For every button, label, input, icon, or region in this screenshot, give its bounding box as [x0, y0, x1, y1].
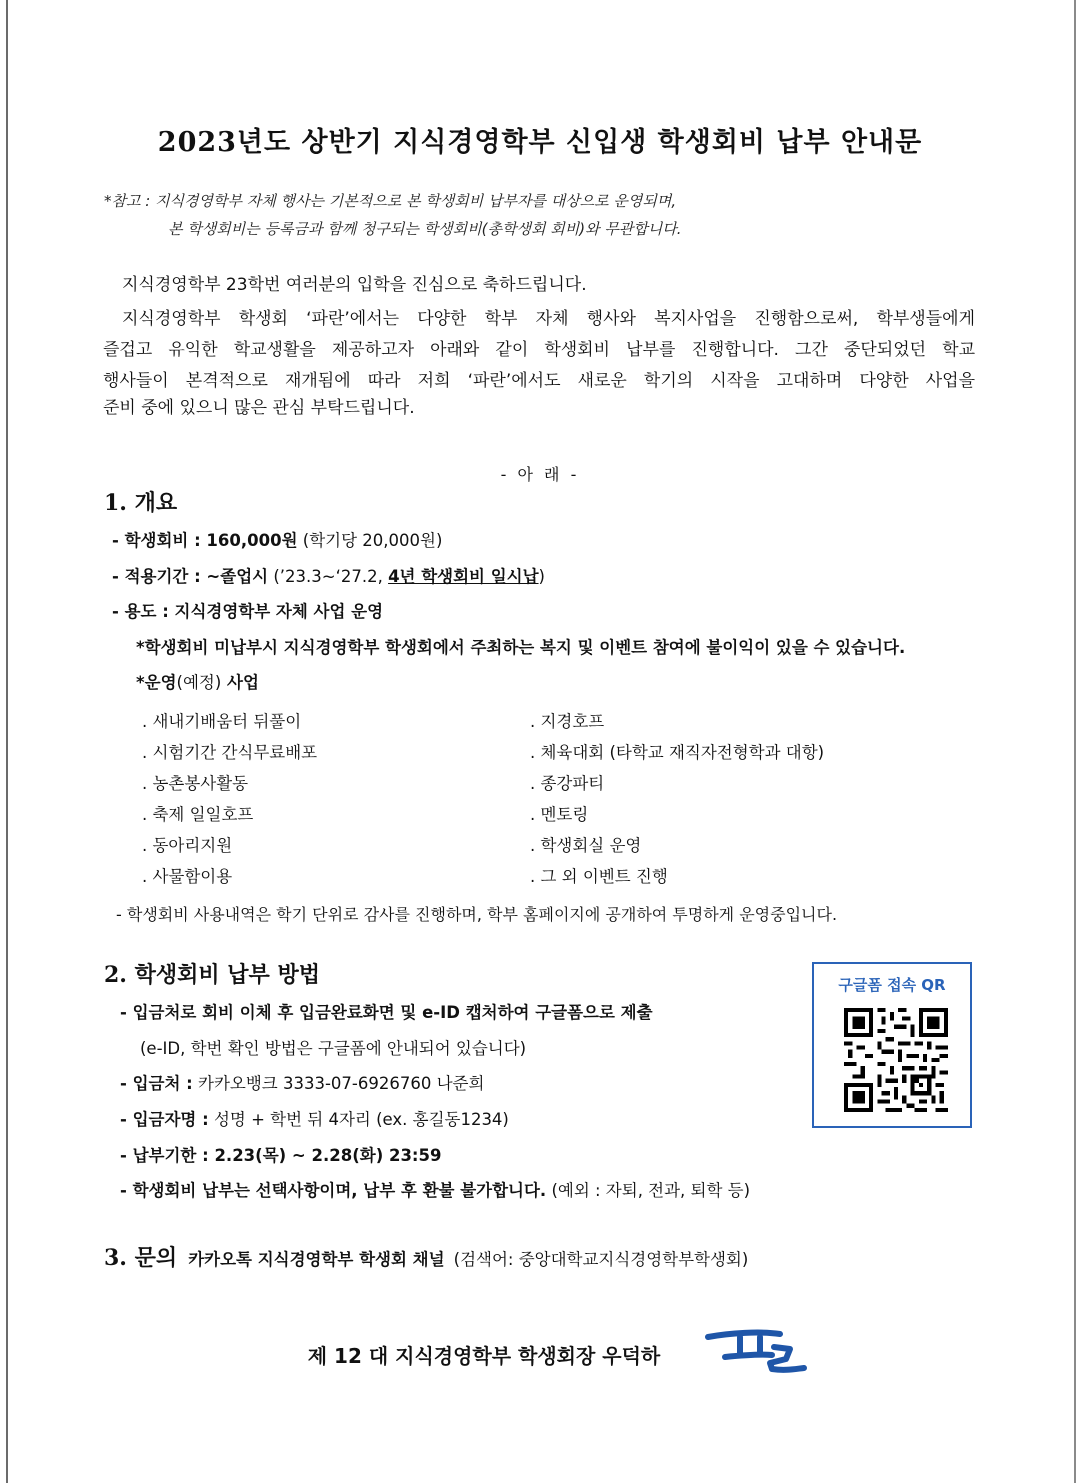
list-item: . 농촌봉사활동: [142, 774, 249, 793]
refund-row: - 학생회비 납부는 선택사항이며, 납부 후 환불 불가합니다. (예외 : 자퇴, 전과, 퇴학 등): [120, 1181, 751, 1200]
refund-detail: (예외 : 자퇴, 전과, 퇴학 등): [546, 1181, 751, 1200]
list-item: . 사물함이용: [142, 867, 233, 886]
intro-para-line-3: 행사들이 본격적으로 재개됨에 따라 저희 ‘파란’에서도 새로운 학기의 시작을 고대하며 다양한 사업을: [103, 371, 975, 391]
list-item: . 시험기간 간식무료배포: [142, 743, 318, 762]
submit-subnote: (e-ID, 학번 확인 방법은 구글폼에 안내되어 있습니다): [140, 1039, 527, 1058]
list-item: . 지경호프: [530, 712, 605, 731]
signature-line: 제 12 대 지식경영학부 학생회장 우덕하: [307, 1344, 661, 1368]
period-detail-a: (’23.3~‘27.2,: [273, 567, 389, 586]
deadline-label: 납부기한 :: [132, 1146, 209, 1165]
audit-note: - 학생회비 사용내역은 학기 단위로 감사를 진행하며, 학부 홈페이지에 공개하여 투명하게 운영중입니다.: [116, 905, 838, 924]
warning-text: *학생회비 미납부시 지식경영학부 학생회에서 주최하는 복지 및 이벤트 참여에 불이익이 있을 수 있습니다.: [136, 638, 906, 657]
deadline-value: 2.23(목) ~ 2.28(화) 23:59: [214, 1146, 442, 1165]
section-2-heading: 2. 학생회비 납부 방법: [104, 962, 320, 988]
account-label: 입금처 :: [132, 1074, 193, 1093]
depositor-value: 성명 + 학번 뒤 4자리 (ex. 홍길동1234): [213, 1110, 509, 1129]
fee-detail: (학기당 20,000원): [302, 531, 443, 550]
submit-text: 입금처로 회비 이체 후 입금완료화면 및 e-ID 캡처하여 구글폼으로 제출: [132, 1003, 653, 1022]
intro-para-line-4: 준비 중에 있으니 많은 관심 부탁드립니다.: [103, 398, 415, 418]
inquiry-channel: 카카오톡 지식경영학부 학생회 채널: [188, 1250, 445, 1269]
ops-tentative: (예정): [176, 673, 222, 692]
depositor-label: 입금자명 :: [132, 1110, 209, 1129]
document-title: 2023년도 상반기 지식경영학부 신입생 학생회비 납부 안내문: [157, 127, 923, 158]
usage-row: - 용도 : 지식경영학부 자체 사업 운영: [112, 602, 384, 621]
list-item: . 동아리지원: [142, 836, 233, 855]
ops-label: *운영: [136, 673, 177, 692]
refund-bold: 학생회비 납부는 선택사항이며, 납부 후 환불 불가합니다.: [132, 1181, 547, 1200]
fee-row: - 학생회비 : 160,000원 (학기당 20,000원): [112, 531, 443, 550]
account-row: - 입금처 : 카카오뱅크 3333-07-6926760 나준희: [120, 1074, 485, 1093]
list-item: . 학생회실 운영: [530, 836, 642, 855]
period-row: - 적용기간 : ~졸업시 (’23.3~‘27.2, 4년 학생회비 일시납): [112, 567, 545, 586]
signature-mark: [700, 1325, 810, 1380]
inquiry-search-hint: (검색어: 중앙대학교지식경영학부학생회): [453, 1250, 749, 1269]
ops-business: 사업: [221, 673, 259, 692]
note-line-2: 본 학생회비는 등록금과 함께 청구되는 학생회비(총학생회 회비)와 무관합니다.: [168, 220, 682, 238]
qr-box[interactable]: [812, 962, 972, 1128]
period-detail-b: 4년 학생회비 일시납: [388, 567, 539, 586]
fee-label: 학생회비 : 160,000원: [124, 531, 298, 550]
below-marker: - 아 래 -: [500, 465, 580, 484]
submit-row: - 입금처로 회비 이체 후 입금완료화면 및 e-ID 캡처하여 구글폼으로 제출: [120, 1003, 653, 1022]
period-detail-c: ): [538, 567, 545, 586]
period-label: 적용기간 : ~졸업시: [124, 567, 269, 586]
intro-para-line-2: 즐겁고 유익한 학교생활을 제공하고자 아래와 같이 학생회비 납부를 진행합니다. 그간 중단되었던 학교: [103, 340, 975, 360]
section-1-heading: 1. 개요: [104, 490, 178, 516]
usage-text: 용도 : 지식경영학부 자체 사업 운영: [124, 602, 384, 621]
page-edge-right: [1074, 0, 1076, 1483]
list-item: . 체육대회 (타학교 재직자전형학과 대항): [530, 743, 825, 762]
section-3-heading: 3. 문의: [104, 1245, 178, 1271]
depositor-row: - 입금자명 : 성명 + 학번 뒤 4자리 (ex. 홍길동1234): [120, 1110, 509, 1129]
list-item: . 축제 일일호프: [142, 805, 254, 824]
ops-heading: [136, 669, 259, 693]
page-edge-left: [6, 0, 8, 1483]
list-item: . 그 외 이벤트 진행: [530, 867, 668, 886]
qr-code-icon[interactable]: [844, 1008, 948, 1112]
intro-greeting: 지식경영학부 23학번 여러분의 입학을 진심으로 축하드립니다.: [122, 275, 587, 295]
list-item: . 종강파티: [530, 774, 605, 793]
list-item: . 새내기배움터 뒤풀이: [142, 712, 302, 731]
account-value: 카카오뱅크 3333-07-6926760 나준희: [198, 1074, 485, 1093]
qr-label: 구글폼 접속 QR: [838, 976, 946, 994]
intro-para-line-1: 지식경영학부 학생회 ‘파란’에서는 다양한 학부 자체 행사와 복지사업을 진행함으로써, 학부생들에게: [122, 309, 975, 329]
note-line-1: *참고 : 지식경영학부 자체 행사는 기본적으로 본 학생회비 납부자를 대상으로 운영되며,: [104, 192, 677, 210]
list-item: . 멘토링: [530, 805, 589, 824]
deadline-row: - 납부기한 : 2.23(목) ~ 2.28(화) 23:59: [120, 1146, 442, 1165]
section-3-row: [104, 1241, 748, 1272]
